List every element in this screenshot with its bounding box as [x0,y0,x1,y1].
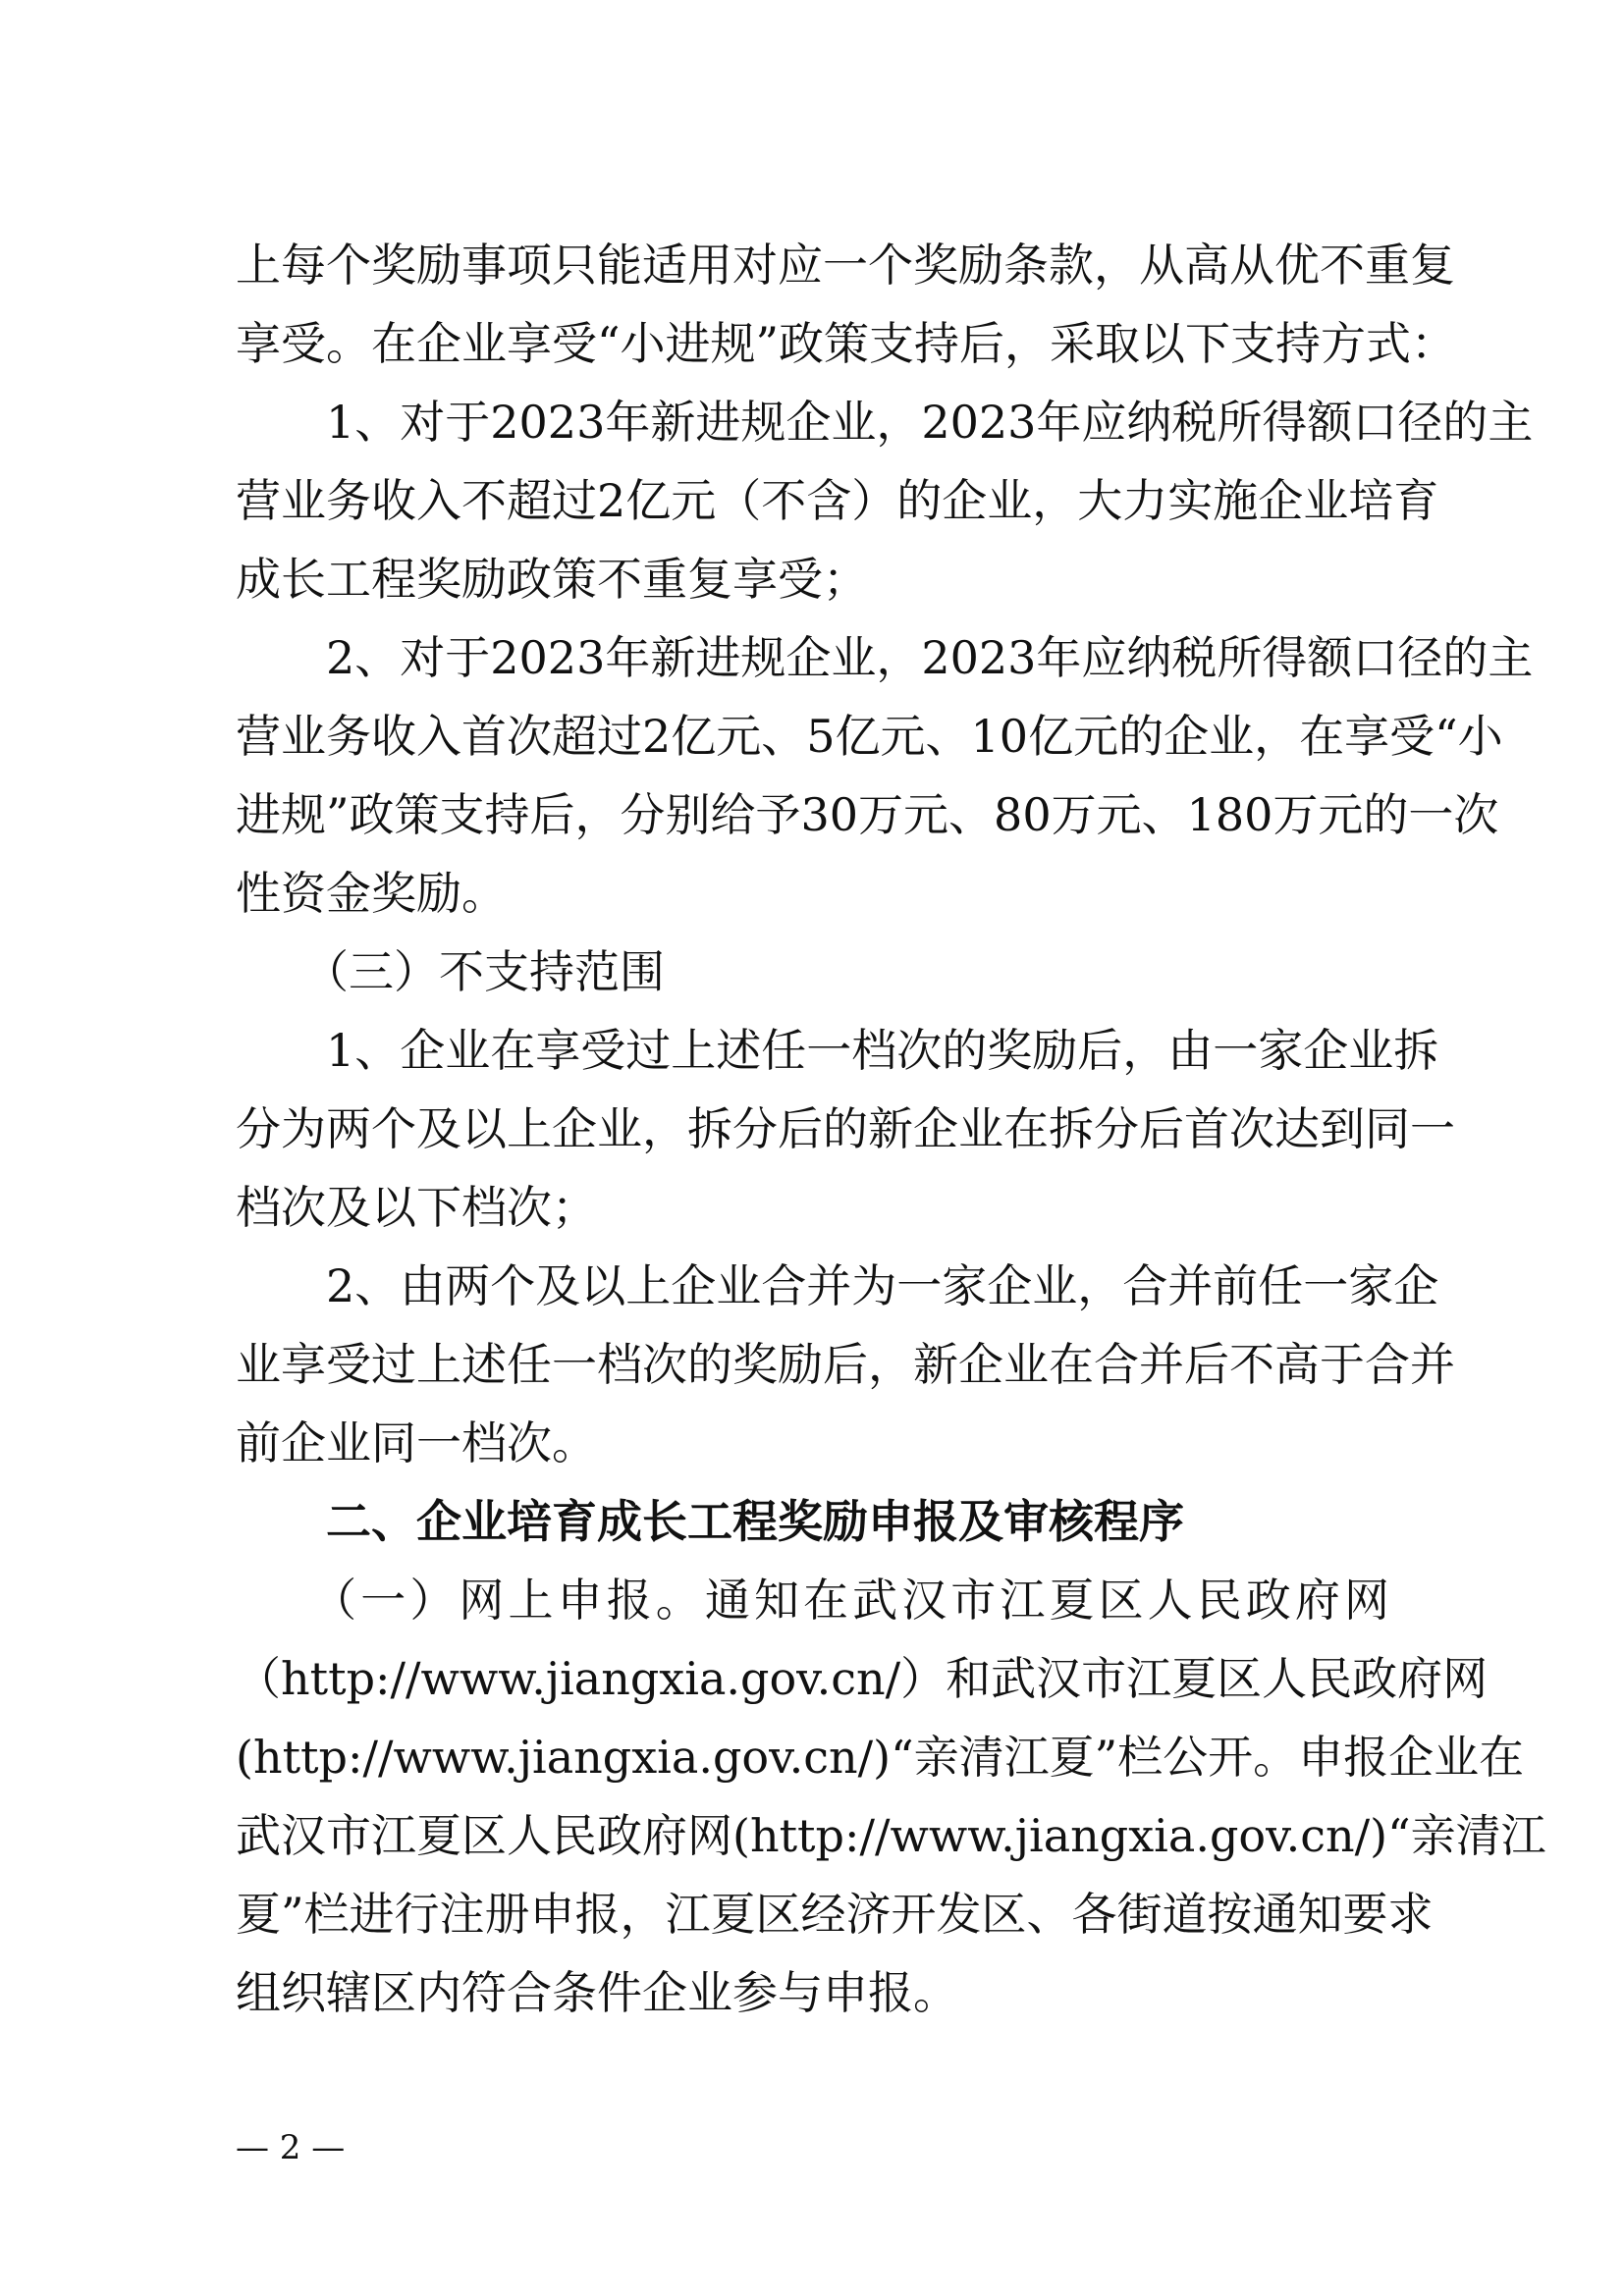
text-line: （http://www.jiangxia.gov.cn/）和武汉市江夏区人民政府网 [236,1652,1489,1705]
text-line: 档次及以下档次； [236,1181,597,1234]
text-line: 武汉市江夏区人民政府网(http://www.jiangxia.gov.cn/)“亲清江 [236,1809,1546,1862]
text-line: 夏”栏进行注册申报，江夏区经济开发区、各街道按通知要求 [236,1888,1434,1941]
text-line: (http://www.jiangxia.gov.cn/)“亲清江夏”栏公开。申报企业在 [236,1731,1525,1784]
section-heading: 二、企业培育成长工程奖励申报及审核程序 [236,1495,1184,1548]
section-subheading: （三）不支持范围 [236,945,665,998]
text-line: 性资金奖励。 [236,867,507,920]
document-body [236,226,1546,2032]
text-line: 营业务收入不超过2亿元（不含）的企业，大力实施企业培育 [236,474,1439,527]
page-number: — 2 — [236,2128,346,2167]
text-line: 2、对于2023年新进规企业，2023年应纳税所得额口径的主 [236,631,1534,684]
text-line: 享受。在企业享受“小进规”政策支持后，采取以下支持方式： [236,317,1457,370]
text-line: 1、对于2023年新进规企业，2023年应纳税所得额口径的主 [236,396,1534,449]
text-line: 2、由两个及以上企业合并为一家企业，合并前任一家企 [236,1259,1439,1312]
text-line: 上每个奖励事项只能适用对应一个奖励条款，从高从优不重复 [236,239,1455,292]
text-line: 业享受过上述任一档次的奖励后，新企业在合并后不高于合并 [236,1338,1455,1391]
text-line: （一）网上申报。通知在武汉市江夏区人民政府网 [236,1574,1389,1627]
text-line: 进规”政策支持后，分别给予30万元、80万元、180万元的一次 [236,788,1499,841]
text-line: 组织辖区内符合条件企业参与申报。 [236,1966,958,2019]
text-line: 营业务收入首次超过2亿元、5亿元、10亿元的企业，在享受“小 [236,710,1503,763]
text-line: 前企业同一档次。 [236,1416,597,1469]
text-line: 分为两个及以上企业，拆分后的新企业在拆分后首次达到同一 [236,1102,1455,1155]
text-line: 成长工程奖励政策不重复享受； [236,553,868,606]
text-line: 1、企业在享受过上述任一档次的奖励后，由一家企业拆 [236,1024,1439,1077]
